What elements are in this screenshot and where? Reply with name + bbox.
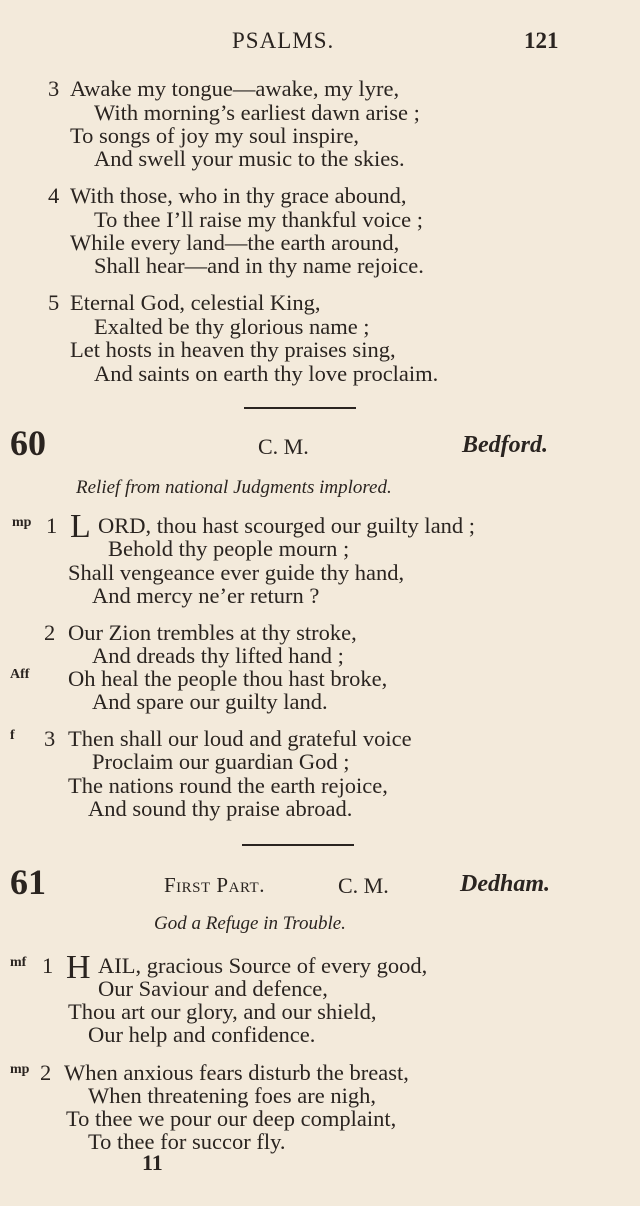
verse-line: Awake my tongue—awake, my lyre,: [70, 76, 400, 101]
tune-name: Dedham.: [460, 871, 550, 897]
verse-line: With those, who in thy grace abound,: [70, 183, 407, 208]
verse-line: And dreads thy lifted hand ;: [92, 643, 344, 668]
hymn-meter: C. M.: [338, 873, 389, 898]
verse-line: Shall hear—and in thy name rejoice.: [94, 253, 424, 278]
verse-line: While every land—the earth around,: [70, 230, 400, 255]
dynamic-mark: Aff: [10, 667, 30, 682]
signature-mark: 11: [142, 1150, 163, 1175]
verse-line: Let hosts in heaven thy praises sing,: [70, 337, 396, 362]
verse-line: To thee we pour our deep complaint,: [66, 1106, 397, 1131]
section-divider: [244, 407, 356, 409]
running-head-title: PSALMS.: [232, 28, 335, 53]
verse-line: To thee I’ll raise my thankful voice ;: [94, 207, 423, 232]
verse-line: When anxious fears disturb the breast,: [64, 1060, 409, 1085]
tune-name: Bedford.: [462, 432, 548, 458]
verse-line: Oh heal the people thou hast broke,: [68, 666, 388, 691]
verse-line: Proclaim our guardian God ;: [92, 749, 350, 774]
verse-line: To thee for succor fly.: [88, 1129, 286, 1154]
verse-line: With morning’s earliest dawn arise ;: [94, 100, 420, 125]
verse-line: And swell your music to the skies.: [94, 146, 405, 171]
verse-line: Then shall our loud and grateful voice: [68, 726, 412, 751]
page-number: 121: [524, 28, 559, 53]
verse-line: Shall vengeance ever guide thy hand,: [68, 560, 405, 585]
running-head: [0, 28, 640, 60]
hymn-number: 61: [10, 862, 46, 902]
drop-capital: L: [70, 508, 91, 545]
verse-line: Behold thy people mourn ;: [108, 536, 350, 561]
dynamic-mark: mf: [10, 955, 27, 970]
verse-number: 2: [44, 620, 56, 645]
hymn-number: 60: [10, 423, 46, 463]
verse-line: And saints on earth thy love proclaim.: [94, 361, 439, 386]
verse-line: Our Saviour and defence,: [98, 976, 328, 1001]
drop-capital: H: [66, 949, 91, 986]
section-divider: [242, 844, 354, 846]
verse-line: ORD, thou hast scourged our guilty land ;: [98, 513, 476, 538]
verse-number: 1: [42, 953, 54, 978]
hymn-subtitle: God a Refuge in Trouble.: [154, 913, 346, 934]
hymn-meter: C. M.: [258, 434, 309, 459]
hymn-part: First Part.: [164, 873, 265, 897]
dynamic-mark: mp: [12, 515, 32, 530]
verse-line: Exalted be thy glorious name ;: [94, 314, 370, 339]
verse-line: When threatening foes are nigh,: [88, 1083, 377, 1108]
verse-number: 3: [44, 726, 56, 751]
verse-number: 5: [48, 290, 60, 315]
verse-number: 3: [48, 76, 60, 101]
verse-number: 4: [48, 183, 60, 208]
verse-number: 1: [46, 513, 58, 538]
verse-line: Eternal God, celestial King,: [70, 290, 321, 315]
verse-line: And sound thy praise abroad.: [88, 796, 353, 821]
verse-line: To songs of joy my soul inspire,: [70, 123, 360, 148]
dynamic-mark: mp: [10, 1062, 30, 1077]
verse-line: The nations round the earth rejoice,: [68, 773, 388, 798]
verse-line: And spare our guilty land.: [92, 689, 328, 714]
verse-line: And mercy ne’er return ?: [92, 583, 320, 608]
verse-line: AIL, gracious Source of every good,: [98, 953, 428, 978]
verse-line: Our help and confidence.: [88, 1022, 316, 1047]
verse-line: Thou art our glory, and our shield,: [68, 999, 377, 1024]
verse-number: 2: [40, 1060, 52, 1085]
dynamic-mark: f: [10, 728, 15, 743]
hymn-subtitle: Relief from national Judgments implored.: [76, 477, 392, 498]
verse-line: Our Zion trembles at thy stroke,: [68, 620, 357, 645]
